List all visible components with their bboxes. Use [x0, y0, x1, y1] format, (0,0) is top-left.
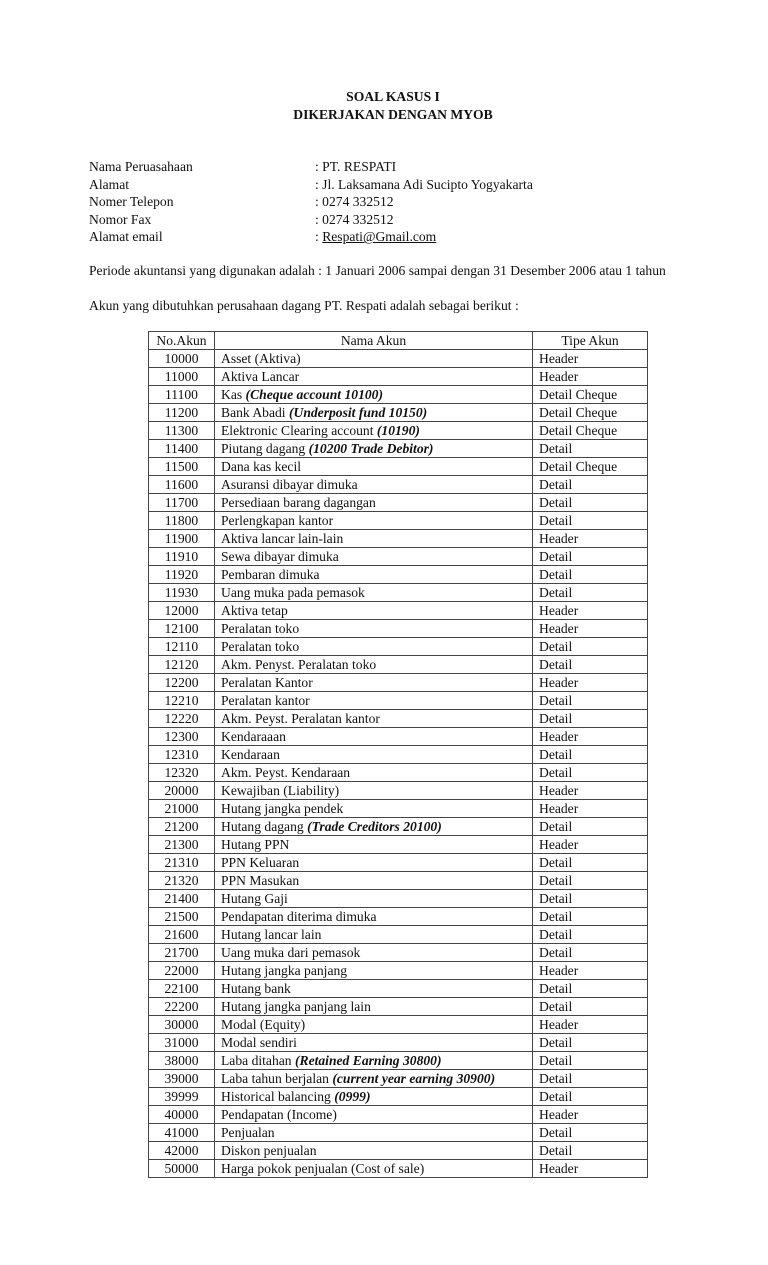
account-type: Header [533, 530, 648, 548]
account-number: 11600 [149, 476, 215, 494]
account-name: Elektronic Clearing account [221, 423, 377, 438]
account-number: 11100 [149, 386, 215, 404]
account-name-cell [215, 584, 533, 602]
account-type: Detail [533, 764, 648, 782]
account-name-cell [215, 710, 533, 728]
account-type: Header [533, 1160, 648, 1178]
account-name-cell [215, 1160, 533, 1178]
account-name: Laba tahun berjalan [221, 1071, 333, 1086]
header-tipe-akun: Tipe Akun [533, 332, 648, 350]
account-name-cell [215, 1034, 533, 1052]
account-number: 21600 [149, 926, 215, 944]
table-row [149, 440, 648, 458]
account-type: Header [533, 1016, 648, 1034]
account-name: Modal sendiri [221, 1035, 297, 1050]
account-type: Detail [533, 1070, 648, 1088]
account-name: Asset (Aktiva) [221, 351, 301, 366]
table-row [149, 530, 648, 548]
account-name: Pendapatan (Income) [221, 1107, 337, 1122]
account-number: 21320 [149, 872, 215, 890]
account-note: (current year earning 30900) [332, 1071, 496, 1086]
table-row [149, 980, 648, 998]
account-name: Piutang dagang [221, 441, 309, 456]
table-row [149, 1016, 648, 1034]
account-name: Akm. Peyst. Peralatan kantor [221, 711, 380, 726]
table-row [149, 350, 648, 368]
table-row [149, 422, 648, 440]
account-name: Diskon penjualan [221, 1143, 317, 1158]
account-number: 11300 [149, 422, 215, 440]
account-type: Detail [533, 854, 648, 872]
account-type: Detail [533, 872, 648, 890]
account-name: Asuransi dibayar dimuka [221, 477, 358, 492]
account-number: 12300 [149, 728, 215, 746]
account-number: 11920 [149, 566, 215, 584]
account-number: 11700 [149, 494, 215, 512]
info-row-fax [89, 211, 533, 229]
account-type: Detail [533, 890, 648, 908]
account-number: 11500 [149, 458, 215, 476]
account-note: (10200 Trade Debitor) [308, 441, 434, 456]
table-row [149, 1124, 648, 1142]
account-name: Hutang PPN [221, 837, 290, 852]
account-name-cell [215, 998, 533, 1016]
account-name-cell [215, 1142, 533, 1160]
account-number: 41000 [149, 1124, 215, 1142]
account-number: 31000 [149, 1034, 215, 1052]
title-line-1: SOAL KASUS I [346, 89, 440, 104]
account-note: (Retained Earning 30800) [294, 1053, 442, 1068]
account-number: 11200 [149, 404, 215, 422]
account-type: Header [533, 602, 648, 620]
account-number: 21200 [149, 818, 215, 836]
account-name: Kas [221, 387, 246, 402]
account-type: Detail Cheque [533, 458, 648, 476]
table-row [149, 746, 648, 764]
account-name-cell [215, 836, 533, 854]
account-type: Detail Cheque [533, 386, 648, 404]
account-number: 21400 [149, 890, 215, 908]
account-name: Peralatan toko [221, 621, 300, 636]
account-name-cell [215, 962, 533, 980]
info-label: Alamat email [89, 229, 163, 245]
account-type: Detail [533, 926, 648, 944]
account-number: 50000 [149, 1160, 215, 1178]
account-name: Hutang jangka pendek [221, 801, 344, 816]
table-row [149, 1070, 648, 1088]
table-row [149, 998, 648, 1016]
table-row [149, 638, 648, 656]
account-name-cell [215, 1052, 533, 1070]
account-type: Header [533, 836, 648, 854]
account-name: Dana kas kecil [221, 459, 302, 474]
account-name: Bank Abadi [221, 405, 289, 420]
account-number: 22200 [149, 998, 215, 1016]
info-row-company [89, 158, 533, 176]
account-number: 12210 [149, 692, 215, 710]
account-name-cell [215, 1124, 533, 1142]
account-name-cell [215, 512, 533, 530]
account-name: Uang muka dari pemasok [221, 945, 361, 960]
table-row [149, 674, 648, 692]
account-name: Laba ditahan [221, 1053, 295, 1068]
account-type: Detail [533, 566, 648, 584]
account-note: (Cheque account 10100) [245, 387, 383, 402]
account-type: Detail [533, 512, 648, 530]
account-name-cell [215, 368, 533, 386]
period-paragraph: Periode akuntansi yang digunakan adalah : 1 Januari 2006 sampai dengan 31 Desember 2006 atau 1 tahun [89, 263, 666, 278]
account-type: Detail [533, 1034, 648, 1052]
account-name-cell [215, 746, 533, 764]
account-number: 42000 [149, 1142, 215, 1160]
account-name-cell [215, 854, 533, 872]
account-name: Hutang bank [221, 981, 291, 996]
account-name-cell [215, 944, 533, 962]
table-row [149, 710, 648, 728]
account-name: Peralatan Kantor [221, 675, 313, 690]
account-name: Akm. Penyst. Peralatan toko [221, 657, 377, 672]
account-name: Harga pokok penjualan (Cost of sale) [221, 1161, 425, 1176]
info-label: Nomor Fax [89, 211, 152, 227]
account-name-cell [215, 674, 533, 692]
account-number: 11930 [149, 584, 215, 602]
account-note: (Underposit fund 10150) [288, 405, 428, 420]
email-prefix: : [315, 229, 323, 245]
account-name: Hutang dagang [221, 819, 308, 834]
table-row [149, 566, 648, 584]
table-row [149, 1088, 648, 1106]
account-name-cell [215, 728, 533, 746]
account-name: Sewa dibayar dimuka [221, 549, 339, 564]
account-name: Uang muka pada pemasok [221, 585, 365, 600]
table-row [149, 404, 648, 422]
account-name: Kewajiban (Liability) [221, 783, 340, 798]
accounts-table-body [149, 350, 648, 1178]
account-type: Detail [533, 1142, 648, 1160]
account-type: Detail [533, 656, 648, 674]
account-type: Header [533, 782, 648, 800]
account-name-cell [215, 926, 533, 944]
account-type: Detail [533, 818, 648, 836]
table-row [149, 728, 648, 746]
account-name-cell [215, 890, 533, 908]
email-link[interactable]: Respati@Gmail.com [322, 229, 437, 245]
header-nama-akun: Nama Akun [215, 332, 533, 350]
header-no-akun: No.Akun [149, 332, 215, 350]
account-number: 20000 [149, 782, 215, 800]
account-name: Aktiva Lancar [221, 369, 300, 384]
account-number: 11400 [149, 440, 215, 458]
account-type: Detail [533, 710, 648, 728]
info-row-phone [89, 193, 533, 211]
table-row [149, 458, 648, 476]
account-number: 12000 [149, 602, 215, 620]
account-number: 10000 [149, 350, 215, 368]
account-name-cell [215, 476, 533, 494]
table-row [149, 926, 648, 944]
account-number: 12320 [149, 764, 215, 782]
account-name-cell [215, 1088, 533, 1106]
account-name: Perlengkapan kantor [221, 513, 334, 528]
account-name: Penjualan [221, 1125, 275, 1140]
table-row [149, 872, 648, 890]
account-name: Peralatan kantor [221, 693, 310, 708]
account-name-cell [215, 692, 533, 710]
account-number: 12100 [149, 620, 215, 638]
account-type: Detail [533, 494, 648, 512]
account-name: Historical balancing [221, 1089, 335, 1104]
table-row [149, 692, 648, 710]
account-note: (10190) [376, 423, 420, 438]
account-name: Akm. Peyst. Kendaraan [221, 765, 351, 780]
account-name-cell [215, 782, 533, 800]
account-number: 40000 [149, 1106, 215, 1124]
accounts-table [148, 331, 648, 1178]
account-number: 12120 [149, 656, 215, 674]
account-number: 22000 [149, 962, 215, 980]
account-name-cell [215, 1106, 533, 1124]
table-row [149, 368, 648, 386]
account-name: Hutang Gaji [221, 891, 288, 906]
account-number: 12200 [149, 674, 215, 692]
account-type: Detail [533, 440, 648, 458]
account-number: 21310 [149, 854, 215, 872]
table-row [149, 890, 648, 908]
table-row [149, 962, 648, 980]
account-number: 22100 [149, 980, 215, 998]
info-value: : 0274 332512 [315, 194, 394, 210]
account-type: Header [533, 368, 648, 386]
table-row [149, 944, 648, 962]
account-name-cell [215, 872, 533, 890]
account-type: Detail [533, 1088, 648, 1106]
account-name: Hutang lancar lain [221, 927, 322, 942]
info-label: Alamat [89, 176, 130, 192]
account-name-cell [215, 620, 533, 638]
table-row [149, 764, 648, 782]
account-type: Detail Cheque [533, 404, 648, 422]
account-type: Detail [533, 584, 648, 602]
info-value: : 0274 332512 [315, 211, 394, 227]
table-row [149, 1034, 648, 1052]
account-type: Detail [533, 944, 648, 962]
account-name-cell [215, 764, 533, 782]
table-row [149, 836, 648, 854]
info-row-address [89, 176, 533, 194]
account-number: 11910 [149, 548, 215, 566]
table-row [149, 818, 648, 836]
table-row [149, 512, 648, 530]
account-name-cell [215, 350, 533, 368]
account-type: Header [533, 800, 648, 818]
table-row [149, 548, 648, 566]
account-name-cell [215, 638, 533, 656]
account-number: 21300 [149, 836, 215, 854]
account-type: Detail Cheque [533, 422, 648, 440]
info-label: Nama Peruasahaan [89, 159, 193, 174]
table-row [149, 908, 648, 926]
account-name-cell [215, 1016, 533, 1034]
info-row-email [89, 228, 533, 246]
account-name-cell [215, 458, 533, 476]
account-number: 21700 [149, 944, 215, 962]
info-value: : PT. RESPATI [315, 159, 397, 174]
title-line-2: DIKERJAKAN DENGAN MYOB [293, 107, 493, 122]
account-name: PPN Masukan [221, 873, 300, 888]
account-name-cell [215, 494, 533, 512]
table-row [149, 386, 648, 404]
account-name: PPN Keluaran [221, 855, 300, 870]
table-row [149, 1142, 648, 1160]
account-number: 11800 [149, 512, 215, 530]
table-row [149, 584, 648, 602]
account-number: 12110 [149, 638, 215, 656]
account-name-cell [215, 422, 533, 440]
account-type: Detail [533, 476, 648, 494]
account-number: 11000 [149, 368, 215, 386]
account-name: Kendaraaan [221, 729, 286, 744]
table-row [149, 494, 648, 512]
account-type: Detail [533, 1052, 648, 1070]
table-row [149, 782, 648, 800]
account-name: Modal (Equity) [221, 1017, 306, 1032]
account-type: Detail [533, 998, 648, 1016]
account-name: Hutang jangka panjang lain [221, 999, 371, 1014]
info-value: : Jl. Laksamana Adi Sucipto Yogyakarta [315, 176, 533, 192]
account-name: Pembaran dimuka [221, 567, 320, 582]
account-note: (0999) [334, 1089, 371, 1104]
account-type: Detail [533, 548, 648, 566]
account-number: 12310 [149, 746, 215, 764]
account-type: Detail [533, 980, 648, 998]
account-name: Aktiva tetap [221, 603, 288, 618]
account-number: 39000 [149, 1070, 215, 1088]
account-name: Peralatan toko [221, 639, 300, 654]
account-name-cell [215, 602, 533, 620]
account-note: (Trade Creditors 20100) [307, 819, 442, 834]
account-type: Header [533, 620, 648, 638]
account-type: Detail [533, 638, 648, 656]
account-number: 39999 [149, 1088, 215, 1106]
account-number: 38000 [149, 1052, 215, 1070]
account-type: Detail [533, 1124, 648, 1142]
table-header-row [149, 332, 648, 350]
account-name-cell [215, 908, 533, 926]
account-number: 21000 [149, 800, 215, 818]
company-info [89, 158, 533, 246]
account-name-cell [215, 818, 533, 836]
account-name-cell [215, 404, 533, 422]
table-row [149, 1052, 648, 1070]
account-name: Kendaraan [221, 747, 280, 762]
table-row [149, 1160, 648, 1178]
account-type: Header [533, 1106, 648, 1124]
account-name: Persediaan barang dagangan [221, 495, 376, 510]
account-name-cell [215, 656, 533, 674]
account-name-cell [215, 800, 533, 818]
info-label: Nomer Telepon [89, 194, 174, 210]
account-number: 12220 [149, 710, 215, 728]
account-type: Header [533, 350, 648, 368]
table-row [149, 620, 648, 638]
account-name-cell [215, 440, 533, 458]
account-type: Detail [533, 746, 648, 764]
account-name: Hutang jangka panjang [221, 963, 348, 978]
account-name-cell [215, 566, 533, 584]
table-row [149, 656, 648, 674]
account-number: 30000 [149, 1016, 215, 1034]
account-name-cell [215, 530, 533, 548]
account-name-cell [215, 386, 533, 404]
account-number: 21500 [149, 908, 215, 926]
account-type: Header [533, 962, 648, 980]
account-type: Header [533, 674, 648, 692]
account-number: 11900 [149, 530, 215, 548]
account-name-cell [215, 1070, 533, 1088]
table-row [149, 476, 648, 494]
account-name: Aktiva lancar lain-lain [221, 531, 344, 546]
account-type: Header [533, 728, 648, 746]
account-name: Pendapatan diterima dimuka [221, 909, 377, 924]
table-row [149, 854, 648, 872]
account-type: Detail [533, 692, 648, 710]
accounts-intro: Akun yang dibutuhkan perusahaan dagang PT. Respati adalah sebagai berikut : [89, 298, 519, 313]
account-name-cell [215, 980, 533, 998]
account-name-cell [215, 548, 533, 566]
table-row [149, 1106, 648, 1124]
table-row [149, 800, 648, 818]
table-row [149, 602, 648, 620]
account-type: Detail [533, 908, 648, 926]
